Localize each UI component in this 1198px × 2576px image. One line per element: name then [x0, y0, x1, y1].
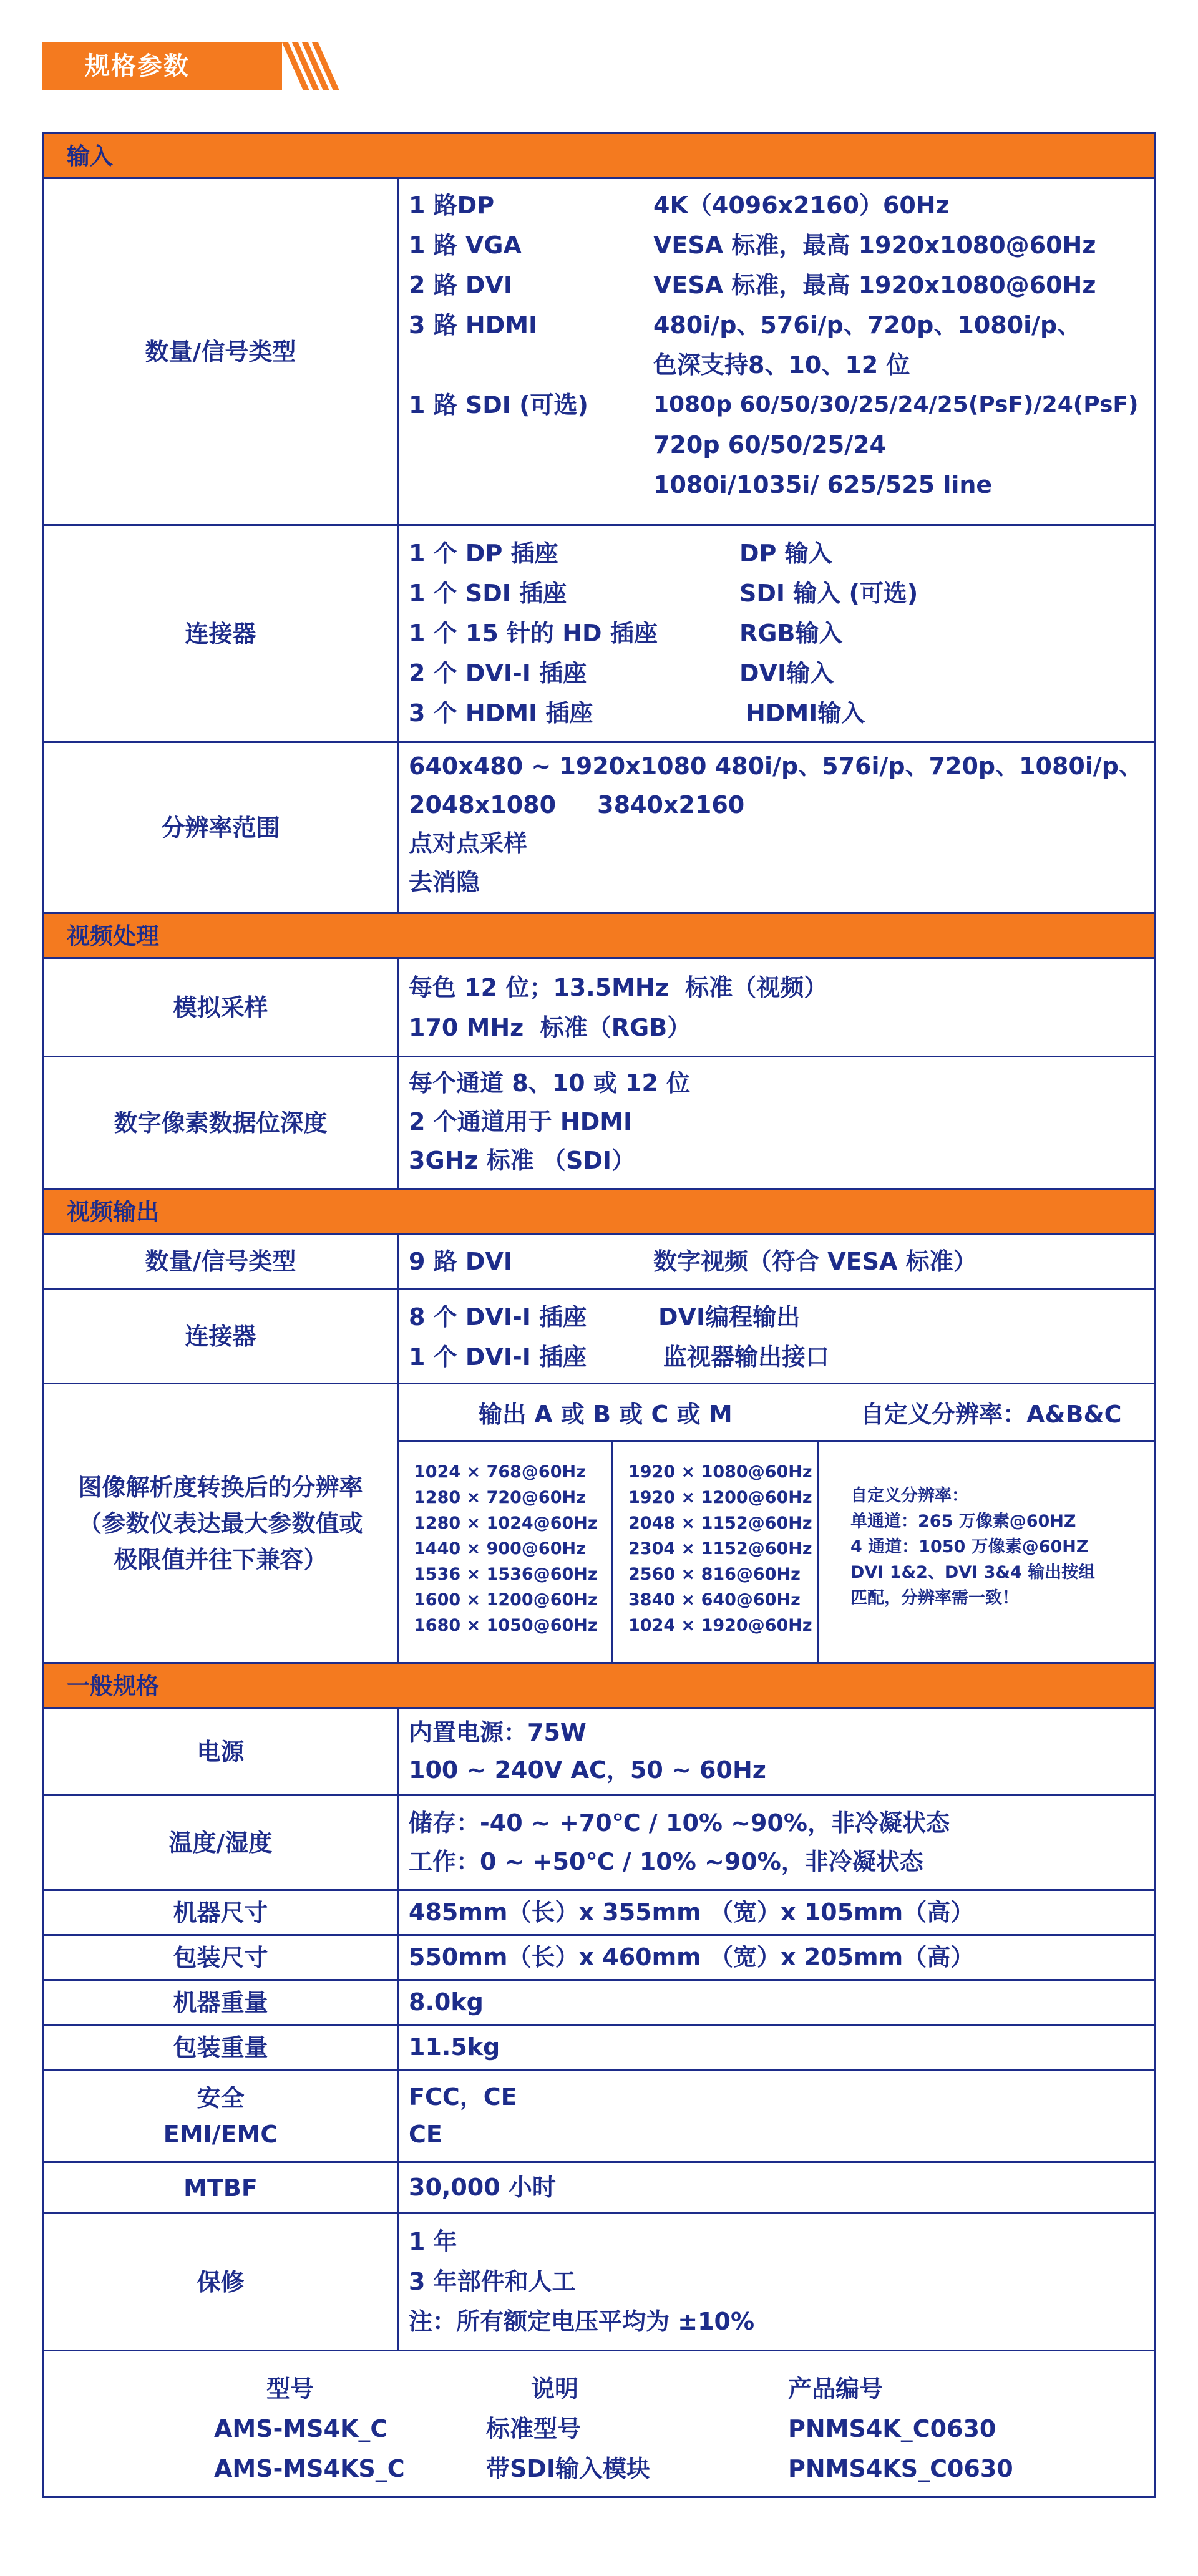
res-column-a [399, 1442, 613, 1662]
output-resolution-row [44, 1384, 1154, 1664]
custom-note-line: 单通道：265 万像素@60HZ [850, 1512, 1076, 1531]
output-count-line [409, 1242, 977, 1281]
input-count-key: 1 路 SDI (可选) [409, 391, 588, 419]
res-item: 1440 × 900@60Hz [414, 1539, 586, 1558]
models-header-pn: 产品编号 [788, 2375, 884, 2403]
input-count-desc: VESA 标准，最高 1920x1080@60Hz [653, 271, 1096, 299]
output-connector-line [409, 1337, 1154, 1377]
models-data-row [44, 2409, 1154, 2449]
input-count-key [409, 425, 653, 465]
res-item: 1024 × 1920@60Hz [628, 1616, 812, 1635]
analog-line: 每色 12 位；13.5MHz 标准（视频） [409, 974, 828, 1001]
models-header-desc: 说明 [531, 2375, 579, 2403]
res-item: 1920 × 1200@60Hz [628, 1488, 812, 1507]
res-column-custom [819, 1442, 1154, 1662]
model-desc: 带SDI输入模块 [486, 2455, 651, 2482]
input-count-line [409, 345, 1154, 385]
output-resolution-label [44, 1384, 399, 1662]
power-line: 内置电源：75W [409, 1719, 587, 1746]
custom-note-line: DVI 1&2、DVI 3&4 输出按组 [850, 1563, 1096, 1582]
warranty-row [44, 2214, 1154, 2351]
input-connector-label: 连接器 [44, 526, 399, 741]
model-desc: 标准型号 [486, 2415, 582, 2442]
output-count-key: 9 路 DVI [409, 1247, 512, 1275]
temp-row [44, 1796, 1154, 1891]
pack-weight-row [44, 2026, 1154, 2071]
resolution-line: 640x480 ~ 1920x1080 480i/p、576i/p、720p、1080i/p、 [409, 752, 1142, 780]
power-line: 100 ~ 240V AC，50 ~ 60Hz [409, 1756, 766, 1784]
model-pn: PNMS4KS_C0630 [788, 2455, 1013, 2482]
res-item: 1920 × 1080@60Hz [628, 1462, 812, 1482]
safety-label [44, 2071, 399, 2161]
temp-value [399, 1796, 1154, 1889]
output-connector-value [399, 1290, 1154, 1383]
resolution-line: 2048x1080 3840x2160 [409, 791, 745, 819]
input-count-desc: 4K（4096x2160）60Hz [653, 192, 950, 219]
output-connector-key: 8 个 DVI-I 插座 [409, 1303, 587, 1331]
input-count-desc: VESA 标准，最高 1920x1080@60Hz [653, 231, 1096, 259]
input-count-key: 2 路 DVI [409, 271, 512, 299]
input-connector-line [409, 573, 1154, 613]
input-count-line [409, 265, 1154, 305]
res-item: 2560 × 816@60Hz [628, 1565, 801, 1584]
connector-desc: RGB输入 [739, 620, 843, 647]
spec-title-banner [42, 42, 342, 90]
res-column-b [613, 1442, 819, 1662]
res-item: 1600 × 1200@60Hz [414, 1590, 598, 1610]
input-count-desc: 色深支持8、10、12 位 [653, 351, 910, 379]
input-count-key: 3 路 HDMI [409, 311, 538, 339]
output-connector-key: 1 个 DVI-I 插座 [409, 1343, 587, 1371]
size-value: 485mm（长）x 355mm （宽）x 105mm（高） [409, 1898, 975, 1926]
connector-key: 1 个 SDI 插座 [409, 580, 567, 607]
models-header-model: 型号 [266, 2375, 314, 2403]
input-count-desc: 720p 60/50/25/24 [653, 431, 886, 459]
input-connector-line [409, 613, 1154, 653]
connector-desc: DVI输入 [739, 659, 834, 687]
safety-line: CE [409, 2121, 442, 2148]
safety-row [44, 2071, 1154, 2163]
temp-label: 温度/湿度 [44, 1796, 399, 1889]
digital-depth-value [399, 1057, 1154, 1188]
section-input-header: 输入 [44, 134, 1154, 179]
power-label: 电源 [44, 1709, 399, 1794]
input-count-desc: 480i/p、576i/p、720p、1080i/p、 [653, 311, 1081, 339]
output-connector-line [409, 1297, 1154, 1337]
output-res-label-line: （参数仪表达最大参数值或 [78, 1509, 363, 1537]
mtbf-value: 30,000 小时 [409, 2174, 556, 2201]
res-item: 2048 × 1152@60Hz [628, 1514, 812, 1533]
output-res-label-line: 图像解析度转换后的分辨率 [78, 1473, 363, 1501]
connector-key: 1 个 15 针的 HD 插座 [409, 620, 658, 647]
temp-line: 储存：-40 ~ +70℃ / 10% ~90%，非冷凝状态 [409, 1809, 950, 1837]
custom-note-line: 匹配，分辨率需一致！ [850, 1588, 1019, 1608]
input-count-line [409, 465, 1154, 505]
section-general-header: 一般规格 [44, 1664, 1154, 1709]
input-connector-line [409, 653, 1154, 693]
input-count-key: 1 路DP [409, 192, 495, 219]
warranty-line: 注：所有额定电压平均为 ±10% [409, 2308, 755, 2335]
input-count-line [409, 385, 1154, 425]
resolution-line: 点对点采样 [409, 830, 528, 857]
size-row [44, 1891, 1154, 1936]
pack-size-value: 550mm（长）x 460mm （宽）x 205mm（高） [409, 1943, 975, 1971]
models-table [44, 2351, 1154, 2496]
pack-size-label: 包装尺寸 [44, 1936, 399, 1979]
input-count-key: 1 路 VGA [409, 231, 522, 259]
output-count-label: 数量/信号类型 [44, 1235, 399, 1288]
input-connector-line [409, 693, 1154, 733]
analog-sampling-label: 模拟采样 [44, 959, 399, 1056]
input-count-line [409, 305, 1154, 345]
input-count-line [409, 225, 1154, 265]
section-video-output-header: 视频输出 [44, 1190, 1154, 1235]
digital-line: 3GHz 标准 （SDI） [409, 1147, 636, 1174]
digital-depth-row [44, 1057, 1154, 1190]
warranty-label: 保修 [44, 2214, 399, 2350]
digital-depth-label: 数字像素数据位深度 [44, 1057, 399, 1188]
res-head-outputs: 输出 A 或 B 或 C 或 M [479, 1401, 733, 1428]
page-title: 规格参数 [85, 52, 190, 80]
res-item: 1280 × 1024@60Hz [414, 1514, 598, 1533]
input-resolution-label: 分辨率范围 [44, 743, 399, 912]
mtbf-row [44, 2163, 1154, 2214]
safety-line: FCC，CE [409, 2083, 517, 2111]
connector-key: 3 个 HDMI 插座 [409, 699, 593, 727]
warranty-value [399, 2214, 1154, 2350]
weight-value: 8.0kg [409, 1988, 484, 2016]
size-label: 机器尺寸 [44, 1891, 399, 1934]
output-res-label-line: 极限值并往下兼容） [114, 1545, 328, 1573]
digital-line: 2 个通道用于 HDMI [409, 1108, 633, 1135]
output-connector-desc: DVI编程输出 [658, 1303, 801, 1331]
connector-desc: SDI 输入 (可选) [739, 580, 918, 607]
model-pn: PNMS4K_C0630 [788, 2415, 996, 2442]
digital-line: 每个通道 8、10 或 12 位 [409, 1069, 691, 1097]
section-video-processing-header: 视频处理 [44, 914, 1154, 959]
res-item: 1536 × 1536@60Hz [414, 1565, 598, 1584]
input-count-desc: 1080i/1035i/ 625/525 line [653, 471, 993, 498]
res-item: 2304 × 1152@60Hz [628, 1539, 812, 1558]
safety-label-line: EMI/EMC [163, 2120, 278, 2148]
power-row [44, 1709, 1154, 1796]
models-header-row [44, 2369, 1154, 2409]
output-count-value [399, 1235, 1154, 1288]
warranty-line: 3 年部件和人工 [409, 2268, 576, 2295]
stripes-decoration-icon [282, 42, 342, 90]
output-connector-label: 连接器 [44, 1290, 399, 1383]
output-connector-row [44, 1290, 1154, 1384]
input-resolution-value [399, 743, 1154, 912]
pack-weight-label: 包装重量 [44, 2026, 399, 2069]
res-head-custom: 自定义分辨率：A&B&C [860, 1401, 1122, 1428]
safety-label-line: 安全 [197, 2084, 245, 2112]
model-name: AMS-MS4K_C [214, 2415, 388, 2442]
models-row [44, 2351, 1154, 2496]
spec-table [42, 132, 1156, 2498]
connector-key: 2 个 DVI-I 插座 [409, 659, 587, 687]
input-count-desc: 1080p 60/50/30/25/24/25(PsF)/24(PsF) [653, 392, 1139, 417]
input-connector-value [399, 526, 1154, 741]
input-count-value [399, 179, 1154, 524]
weight-label: 机器重量 [44, 1981, 399, 2024]
models-data-row [44, 2449, 1154, 2489]
input-count-key [409, 345, 653, 385]
pack-weight-value: 11.5kg [409, 2033, 500, 2061]
warranty-line: 1 年 [409, 2228, 457, 2255]
res-item: 1280 × 720@60Hz [414, 1488, 586, 1507]
power-value [399, 1709, 1154, 1794]
input-connector-row [44, 526, 1154, 743]
custom-note-line: 自定义分辨率： [850, 1486, 968, 1505]
res-item: 1680 × 1050@60Hz [414, 1616, 598, 1635]
res-item: 3840 × 640@60Hz [628, 1590, 801, 1610]
mtbf-label: MTBF [44, 2163, 399, 2212]
weight-row [44, 1981, 1154, 2026]
output-count-row [44, 1235, 1154, 1290]
connector-desc: HDMI输入 [746, 699, 865, 727]
connector-desc: DP 输入 [739, 540, 832, 567]
input-count-line [409, 425, 1154, 465]
output-resolution-table [399, 1384, 1154, 1662]
safety-value [399, 2071, 1154, 2161]
model-name: AMS-MS4KS_C [214, 2455, 405, 2482]
output-resolution-header [399, 1384, 1154, 1442]
temp-line: 工作：0 ~ +50℃ / 10% ~90%，非冷凝状态 [409, 1848, 923, 1875]
analog-line: 170 MHz 标准（RGB） [409, 1014, 691, 1041]
custom-note-line: 4 通道：1050 万像素@60HZ [850, 1537, 1089, 1557]
res-item: 1024 × 768@60Hz [414, 1462, 586, 1482]
input-count-row [44, 179, 1154, 526]
input-connector-line [409, 533, 1154, 573]
input-count-label: 数量/信号类型 [44, 179, 399, 524]
input-resolution-row [44, 743, 1154, 914]
pack-size-row [44, 1936, 1154, 1981]
connector-key: 1 个 DP 插座 [409, 540, 558, 567]
analog-sampling-row [44, 959, 1154, 1057]
input-count-line [409, 185, 1154, 225]
analog-sampling-value [399, 959, 1154, 1056]
output-connector-desc: 监视器输出接口 [663, 1343, 830, 1371]
input-count-key [409, 465, 653, 505]
output-resolution-body [399, 1442, 1154, 1662]
resolution-line: 去消隐 [409, 868, 480, 896]
output-count-desc: 数字视频（符合 VESA 标准） [653, 1247, 977, 1275]
